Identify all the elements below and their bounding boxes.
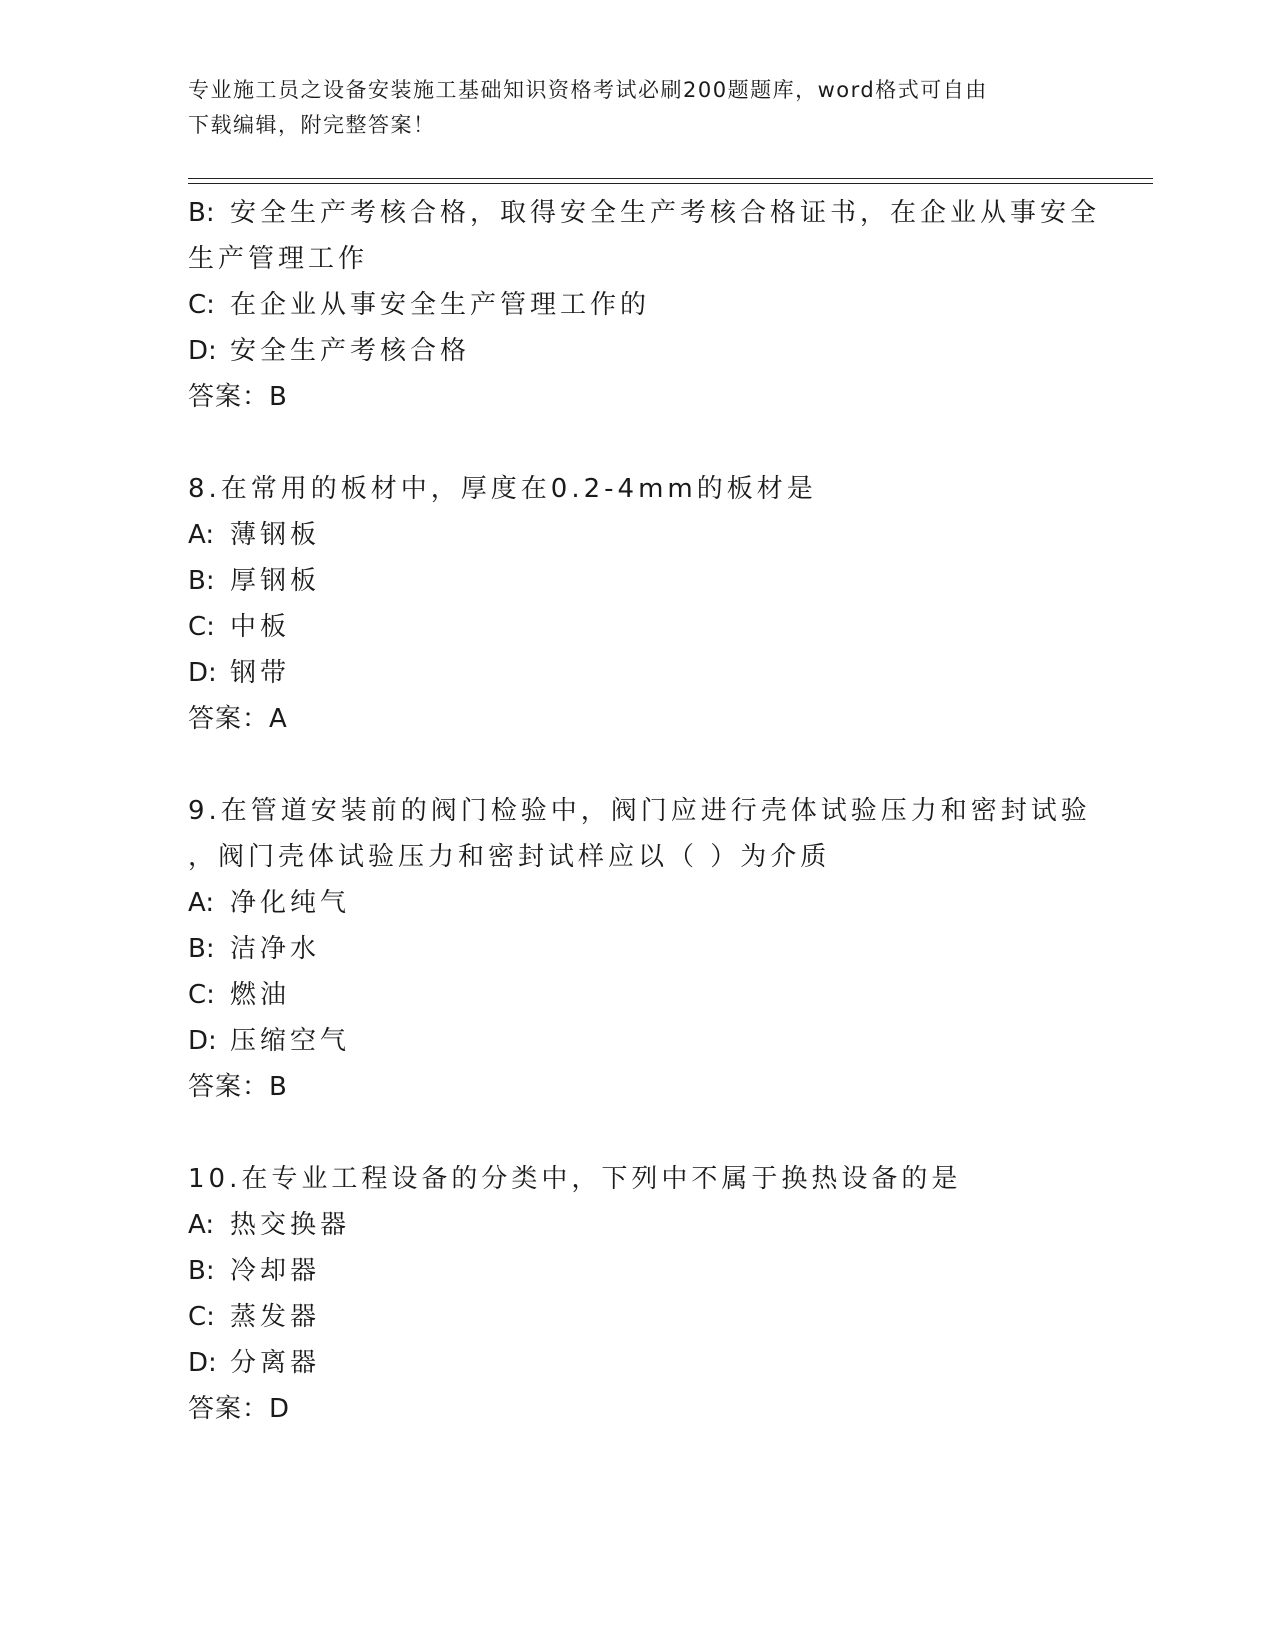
- header-rule-bottom: [188, 183, 1153, 184]
- option-text: 冷却器: [230, 1256, 321, 1286]
- spacer: [188, 742, 1108, 788]
- option-text: 压缩空气: [230, 1026, 351, 1056]
- option-a: [188, 880, 1108, 926]
- question-stem: 8.在常用的板材中，厚度在0.2-4mm的板材是: [188, 474, 817, 504]
- option-key: D:: [188, 336, 217, 366]
- option-key: B:: [188, 198, 215, 228]
- option-key: A:: [188, 1210, 215, 1240]
- option-text: 净化纯气: [230, 888, 351, 918]
- option-text: 安全生产考核合格，取得安全生产考核合格证书，在企业从事安全: [230, 198, 1101, 228]
- option-key: D:: [188, 1026, 217, 1056]
- option-key: A:: [188, 520, 215, 550]
- question-stem: 9.在管道安装前的阀门检验中，阀门应进行壳体试验压力和密封试验: [188, 796, 1091, 826]
- option-text: 厚钢板: [230, 566, 321, 596]
- header-line-1: 专业施工员之设备安装施工基础知识资格考试必刷200题题库，word格式可自由: [188, 78, 988, 102]
- option-text: 燃油: [230, 980, 291, 1010]
- header-line-2: 下载编辑，附完整答案！: [188, 113, 436, 137]
- spacer: [188, 1110, 1108, 1156]
- option-d: [188, 650, 1108, 696]
- option-text: 蒸发器: [230, 1302, 321, 1332]
- option-key: D:: [188, 1348, 217, 1378]
- question-7-continuation: [188, 190, 1108, 420]
- option-d: [188, 1018, 1108, 1064]
- option-b: [188, 190, 1108, 236]
- option-b: [188, 926, 1108, 972]
- header-rule-top: [188, 178, 1153, 179]
- option-b-wrap: 生产管理工作: [188, 244, 369, 274]
- option-c: [188, 972, 1108, 1018]
- option-key: A:: [188, 888, 215, 918]
- option-key: B:: [188, 934, 215, 964]
- option-key: C:: [188, 980, 215, 1010]
- option-b: [188, 558, 1108, 604]
- option-a: [188, 1202, 1108, 1248]
- option-c: [188, 604, 1108, 650]
- option-key: D:: [188, 658, 217, 688]
- option-text: 在企业从事安全生产管理工作的: [230, 290, 651, 320]
- answer-line: 答案：D: [188, 1394, 291, 1424]
- option-d: [188, 1340, 1108, 1386]
- option-text: 薄钢板: [230, 520, 321, 550]
- option-text: 热交换器: [230, 1210, 351, 1240]
- option-text: 洁净水: [230, 934, 321, 964]
- option-text: 安全生产考核合格: [230, 336, 471, 366]
- option-text: 中板: [230, 612, 291, 642]
- question-body: [188, 190, 1108, 1432]
- answer-line: 答案：B: [188, 1072, 288, 1102]
- question-9: [188, 788, 1108, 1110]
- question-10: [188, 1156, 1108, 1432]
- option-d: [188, 328, 1108, 374]
- spacer: [188, 420, 1108, 466]
- option-text: 分离器: [230, 1348, 321, 1378]
- question-8: [188, 466, 1108, 742]
- option-c: [188, 282, 1108, 328]
- option-key: B:: [188, 1256, 215, 1286]
- question-stem: 10.在专业工程设备的分类中，下列中不属于换热设备的是: [188, 1164, 962, 1194]
- option-key: C:: [188, 612, 215, 642]
- question-stem-wrap: ，阀门壳体试验压力和密封试样应以（ ）为介质: [188, 842, 831, 872]
- option-a: [188, 512, 1108, 558]
- option-key: C:: [188, 290, 215, 320]
- answer-line: 答案：A: [188, 704, 288, 734]
- answer-line: 答案：B: [188, 382, 288, 412]
- option-b: [188, 1248, 1108, 1294]
- document-header: [188, 73, 1088, 143]
- option-c: [188, 1294, 1108, 1340]
- option-text: 钢带: [230, 658, 291, 688]
- option-key: C:: [188, 1302, 215, 1332]
- option-key: B:: [188, 566, 215, 596]
